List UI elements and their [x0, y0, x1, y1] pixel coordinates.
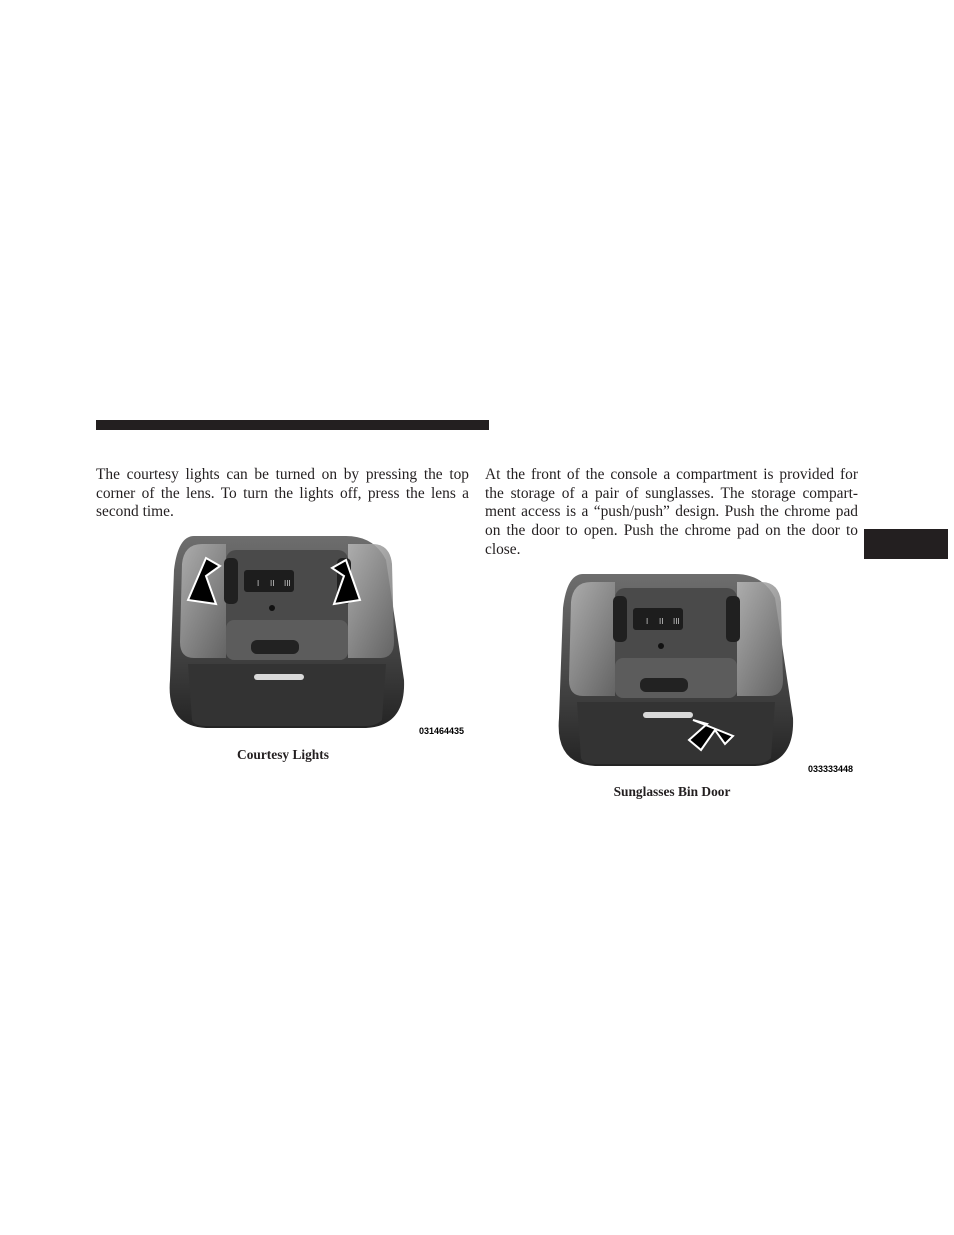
courtesy-lights-figure: [136, 530, 469, 740]
overhead-console-illustration: [525, 568, 858, 778]
figure-code: 033333448: [808, 764, 854, 774]
sunglasses-bin-figure: [525, 568, 858, 778]
console-button-3-label: III: [673, 617, 680, 626]
courtesy-lights-paragraph: The courtesy lights can be turned on by pressing the top corner of the lens. To turn the lights off, press the lens a second time.: [96, 466, 469, 521]
section-rule: [96, 420, 489, 430]
figure-code: 031464435: [419, 726, 465, 736]
console-button-1-label: I: [257, 579, 260, 588]
console-button-1-label: I: [646, 617, 649, 626]
console-button-3-label: III: [284, 579, 291, 588]
figure-caption: Courtesy Lights: [237, 747, 329, 762]
sunglasses-bin-paragraph: At the front of the console a compartment is provided for the storage of a pair of sunglasses. The storage compart-ment access is a “push/push” design. Push the chrome pad on the door to open. Push the chrome pad on the door to close.: [485, 466, 858, 558]
console-button-2-label: II: [270, 579, 275, 588]
console-button-2-label: II: [659, 617, 664, 626]
chapter-tab: [864, 529, 948, 559]
figure-caption: Sunglasses Bin Door: [613, 784, 731, 799]
overhead-console-illustration: [136, 530, 469, 740]
